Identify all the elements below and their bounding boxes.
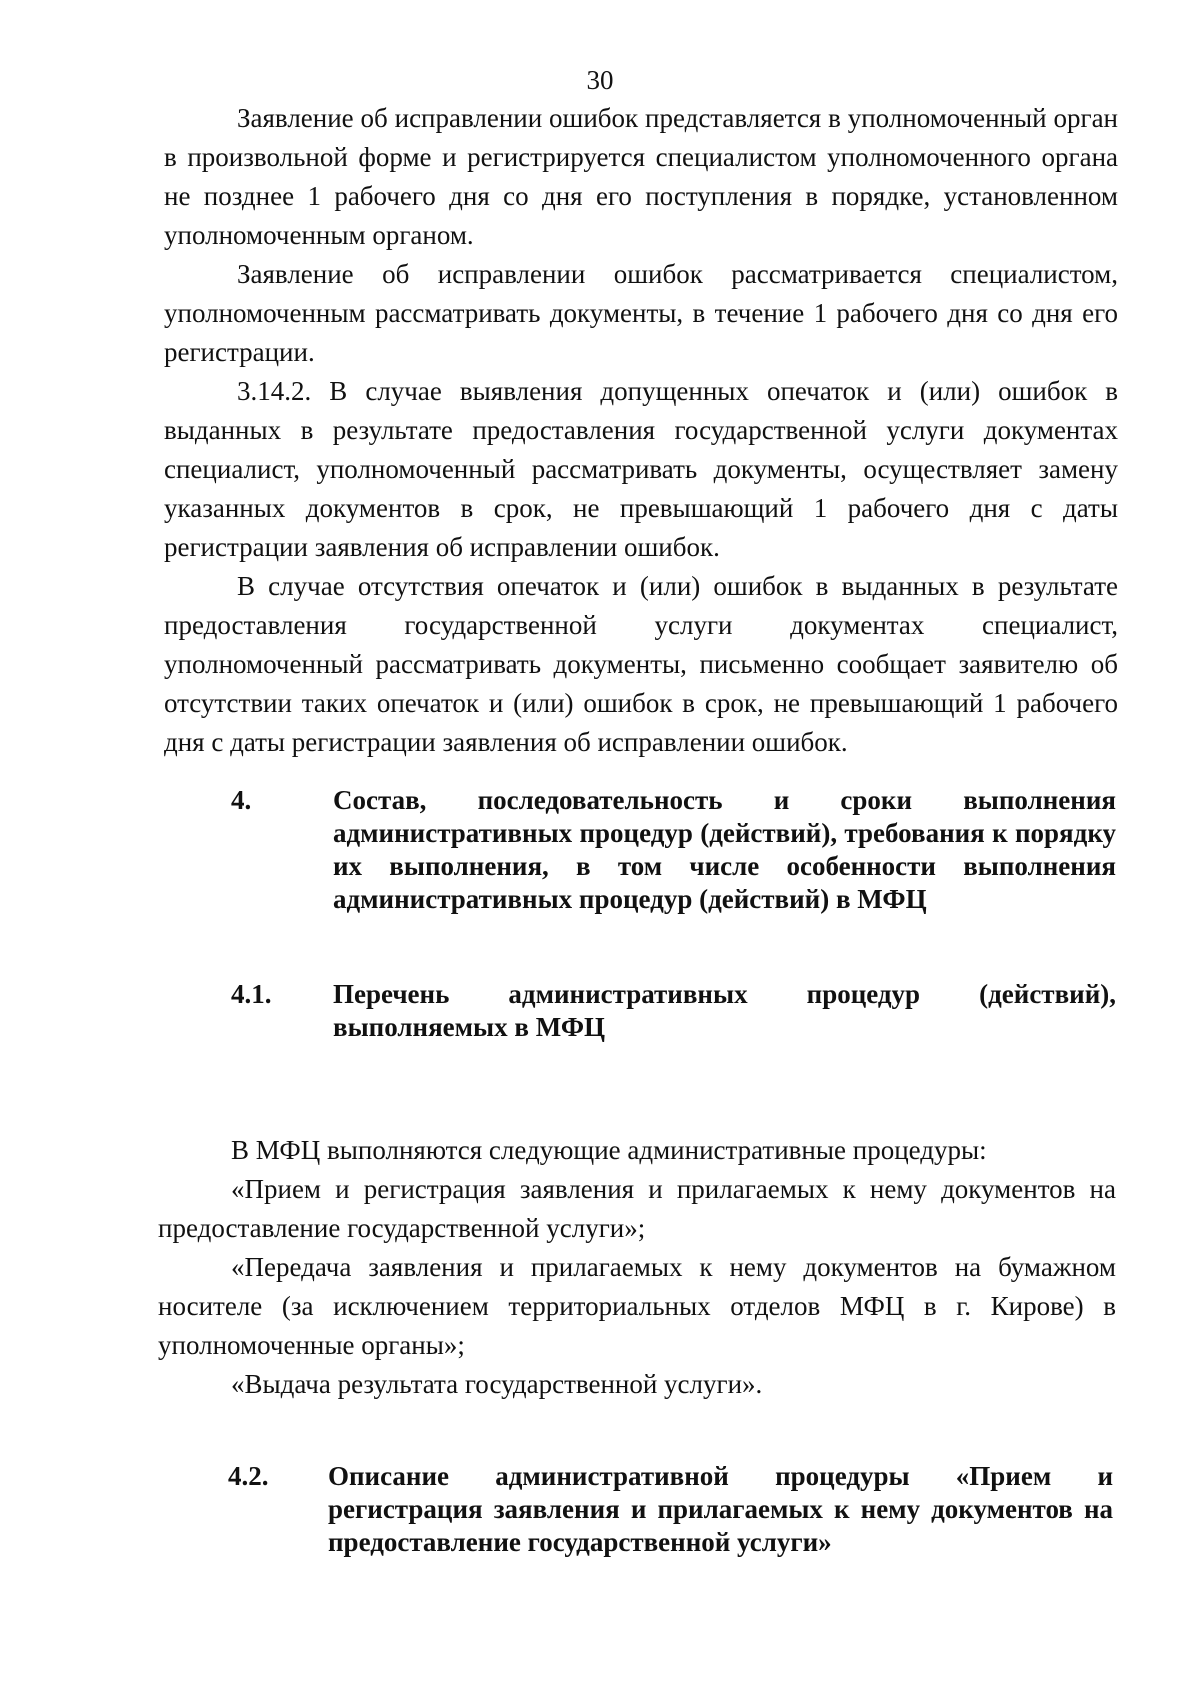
section-4-number: 4. xyxy=(231,785,252,815)
paragraph-error-application: Заявление об исправлении ошибок представляется в уполномоченный орган в произвольной форме и регистрируется специалистом уполномоченного органа не позднее 1 рабочего дня со дня его поступления в порядке, установленном уполномоченным органом. xyxy=(164,103,1118,250)
section-4-2-number: 4.2. xyxy=(228,1461,269,1491)
section-4-1-title: Перечень административных процедур (действий), выполняемых в МФЦ xyxy=(333,979,1116,1042)
section-4-title: Состав, последовательность и сроки выполнения административных процедур (действий), требования к порядку их выполнения, в том числе особенности выполнения административных процедур (действий) в МФЦ xyxy=(333,785,1116,914)
paragraph-3-14-2: 3.14.2. В случае выявления допущенных опечаток и (или) ошибок в выданных в результате предоставления государственной услуги документах специалист, уполномоченный рассматривать документы, осуществляет замену указанных документов в срок, не превышающий 1 рабочего дня с даты регистрации заявления об исправлении ошибок. xyxy=(164,376,1118,562)
paragraph-procedure-reception: «Прием и регистрация заявления и прилагаемых к нему документов на предоставление государственной услуги»; xyxy=(158,1174,1116,1243)
paragraph-mfc-procedures: В МФЦ выполняются следующие административные процедуры: xyxy=(231,1135,987,1165)
section-4-1-number: 4.1. xyxy=(231,979,272,1009)
paragraph-procedure-transfer: «Передача заявления и прилагаемых к нему документов на бумажном носителе (за исключением территориальных отделов МФЦ в г. Кирове) в уполномоченные органы»; xyxy=(158,1252,1116,1360)
page-number: 30 xyxy=(586,65,614,95)
paragraph-procedure-issuance: «Выдача результата государственной услуги». xyxy=(231,1369,763,1399)
paragraph-no-errors: В случае отсутствия опечаток и (или) ошибок в выданных в результате предоставления государственной услуги документах специалист, уполномоченный рассматривать документы, письменно сообщает заявителю об отсутствии таких опечаток и (или) ошибок в срок, не превышающий 1 рабочего дня с даты регистрации заявления об исправлении ошибок. xyxy=(164,571,1118,757)
section-4-2-title: Описание административной процедуры «Прием и регистрация заявления и прилагаемых к нему документов на предоставление государственной услуги» xyxy=(328,1461,1113,1557)
paragraph-error-review: Заявление об исправлении ошибок рассматривается специалистом, уполномоченным рассматривать документы, в течение 1 рабочего дня со дня его регистрации. xyxy=(164,259,1118,367)
